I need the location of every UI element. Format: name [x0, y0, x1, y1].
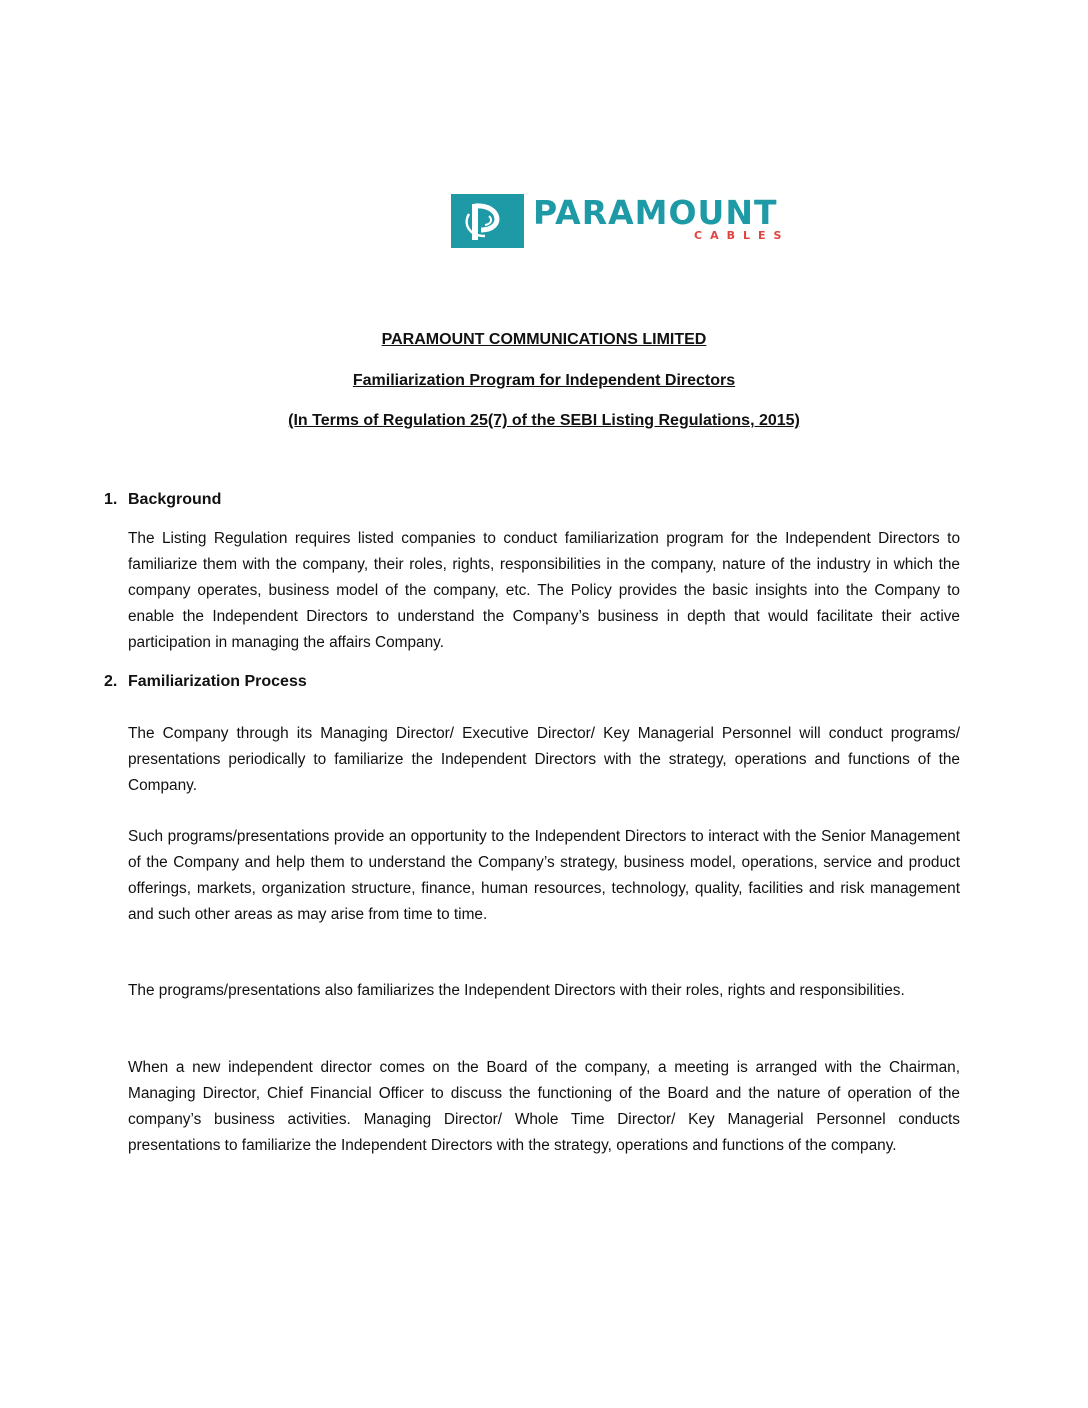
- regulation-subtitle: (In Terms of Regulation 25(7) of the SEBI Listing Regulations, 2015): [288, 412, 800, 429]
- section-heading-familiarization-process: [104, 672, 307, 692]
- section-title: Background: [128, 491, 222, 508]
- paragraph: Such programs/presentations provide an opportunity to the Independent Directors to interact with the Senior Management of the Company and help them to understand the Company’s strategy, business model, operations, service and product offerings, markets, organization structure, finance, human resources, technology, quality, facilities and risk management and such other areas as may arise from time to time.: [128, 828, 960, 923]
- paragraph: When a new independent director comes on the Board of the company, a meeting is arranged with the Chairman, Managing Director, Chief Financial Officer to discuss the functioning of the Board and the nature of operation of the company’s business activities. Managing Director/ Whole Time Director/ Key Managerial Personnel conducts presentations to familiarize the Independent Directors with the strategy, operations and functions of the company.: [128, 1059, 960, 1154]
- logo-subtitle: CABLES: [694, 229, 790, 242]
- section-heading-background: [104, 490, 221, 510]
- logo-wordmark: PARAMOUNT: [533, 193, 778, 232]
- logo-p-icon: [451, 194, 524, 248]
- program-title: Familiarization Program for Independent Directors: [352, 372, 736, 389]
- paragraph: The Listing Regulation requires listed companies to conduct familiarization program for the Independent Directors to familiarize them with the company, their roles, rights, responsibilities in the company, nature of the industry in which the company operates, business model of the company, etc. The Policy provides the basic insights into the Company to enable the Independent Directors to understand the Company’s business in depth that would facilitate their active participation in managing the affairs Company.: [128, 530, 960, 651]
- paragraph: The programs/presentations also familiarizes the Independent Directors with their roles, rights and responsibilities.: [128, 982, 905, 999]
- company-logo: [451, 194, 826, 248]
- paragraph: The Company through its Managing Director/ Executive Director/ Key Managerial Personnel will conduct programs/ presentations periodically to familiarize the Independent Directors with the strategy, operations and functions of the Company.: [128, 725, 960, 794]
- section-number: 2.: [104, 673, 118, 690]
- section-number: 1.: [104, 491, 118, 508]
- section-title: Familiarization Process: [128, 673, 307, 690]
- company-title: PARAMOUNT COMMUNICATIONS LIMITED: [381, 331, 707, 348]
- logo-mark: [451, 194, 524, 248]
